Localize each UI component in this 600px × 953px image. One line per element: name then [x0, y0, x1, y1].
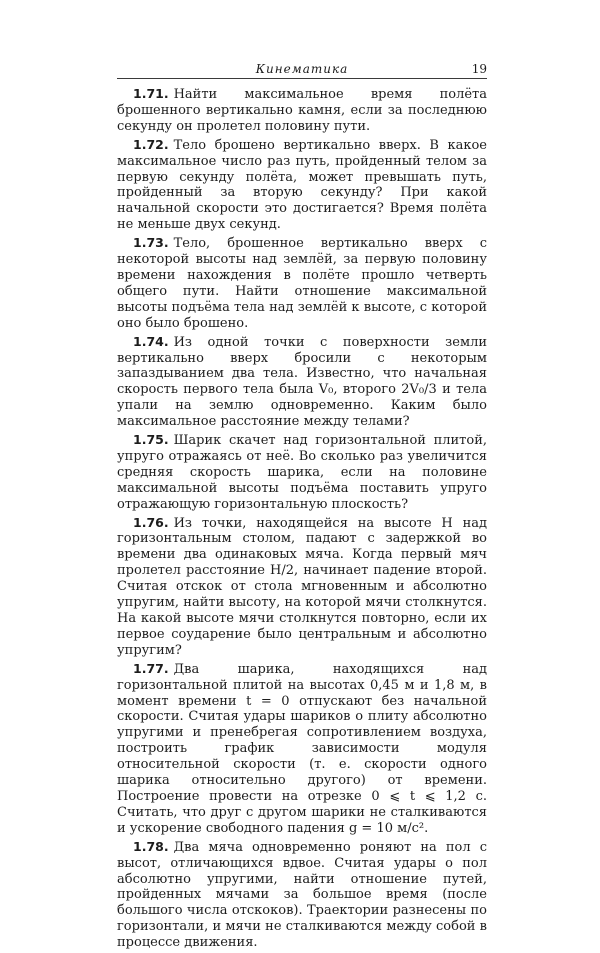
problem-number: 1.71. [133, 86, 169, 101]
problem-text: Шарик скачет над горизонтальной плитой, упруго отражаясь от неё. Во сколько раз увеличится средняя скорость шарика, если на половине максимальной высоты подъёма поставить упруго отражающую горизонтальную плоскость? [117, 433, 487, 512]
problem-text: Из точки, находящейся на высоте H над горизонтальным столом, падают с задержкой во времени два одинаковых мяча. Когда первый мяч пролетел расстояние H/2, начинает падение второй. Считая отскок от стола мгновенным и абсолютно упругим, найти высоту, на которой мячи столкнутся. На какой высоте мячи столкнутся повторно, если их первое соударение было центральным и абсолютно упругим? [117, 515, 487, 658]
problem-number: 1.75. [133, 432, 169, 448]
problem-1-72 [117, 137, 487, 233]
problem-text: Тело брошено вертикально вверх. В какое максимальное число раз путь, пройденный телом за первую секунду полёта, может превышать путь, пройденный за вторую секунду? При какой начальной скорости это достигается? Время полёта не меньше двух секунд. [117, 137, 487, 233]
problem-1-73 [117, 235, 487, 331]
problem-1-76 [117, 515, 487, 659]
problem-1-78 [117, 839, 487, 951]
problem-number: 1.74. [133, 333, 169, 349]
problem-text: Из одной точки с поверхности земли вертикально вверх бросили с некоторым запаздыванием два тела. Известно, что начальная скорость первого тела была V₀, второго 2V₀/3 и тела упали на землю одновременно. Каким было максимальное расстояние между телами? [117, 334, 487, 430]
problem-1-74 [117, 334, 487, 430]
page-number: 19 [471, 62, 487, 76]
problem-text: Найти максимальное время полёта брошенного вертикально камня, если за последнюю секунду он пролетел половину пути. [117, 87, 487, 134]
problem-list [117, 86, 487, 953]
problem-text: Тело, брошенное вертикально вверх с некоторой высоты над землёй, за первую половину времени нахождения в полёте прошло четверть общего пути. Найти отношение максимальной высоты подъёма тела над землёй к высоте, с которой оно было брошено. [117, 236, 487, 331]
header-divider [117, 78, 487, 79]
problem-number: 1.73. [133, 235, 169, 251]
problem-1-71 [117, 86, 487, 135]
problem-number: 1.72. [133, 136, 169, 152]
running-header [117, 62, 487, 78]
problem-number: 1.77. [133, 660, 169, 676]
problem-number: 1.76. [133, 514, 169, 530]
problem-text: Два шарика, находящихся над горизонтальной плитой на высотах 0,45 м и 1,8 м, в момент времени t = 0 отпускают без начальной скорости. Считая удары шариков о плиту абсолютно упругими и пренебрегая сопротивлением воздуха, построить график зависимости модуля относительной скорости (т. е. скорости одного шарика относительно другого) от времени. Построение провести на отрезке 0 ⩽ t ⩽ 1,2 с. Считать, что друг с другом шарики не сталкиваются и ускорение свободного падения g = 10 м/с². [117, 661, 487, 836]
problem-number: 1.78. [133, 838, 169, 854]
problem-1-77 [117, 661, 487, 837]
chapter-title: Кинематика [255, 62, 349, 76]
problem-1-75 [117, 432, 487, 513]
problem-text: Два мяча одновременно роняют на пол с высот, отличающихся вдвое. Считая удары о пол абсолютно упругими, найти отношение путей, пройденных мячами за большое время (после большого числа отскоков). Траектории разнесены по горизонтали, и мячи не сталкиваются между собой в процессе движения. [117, 839, 487, 951]
